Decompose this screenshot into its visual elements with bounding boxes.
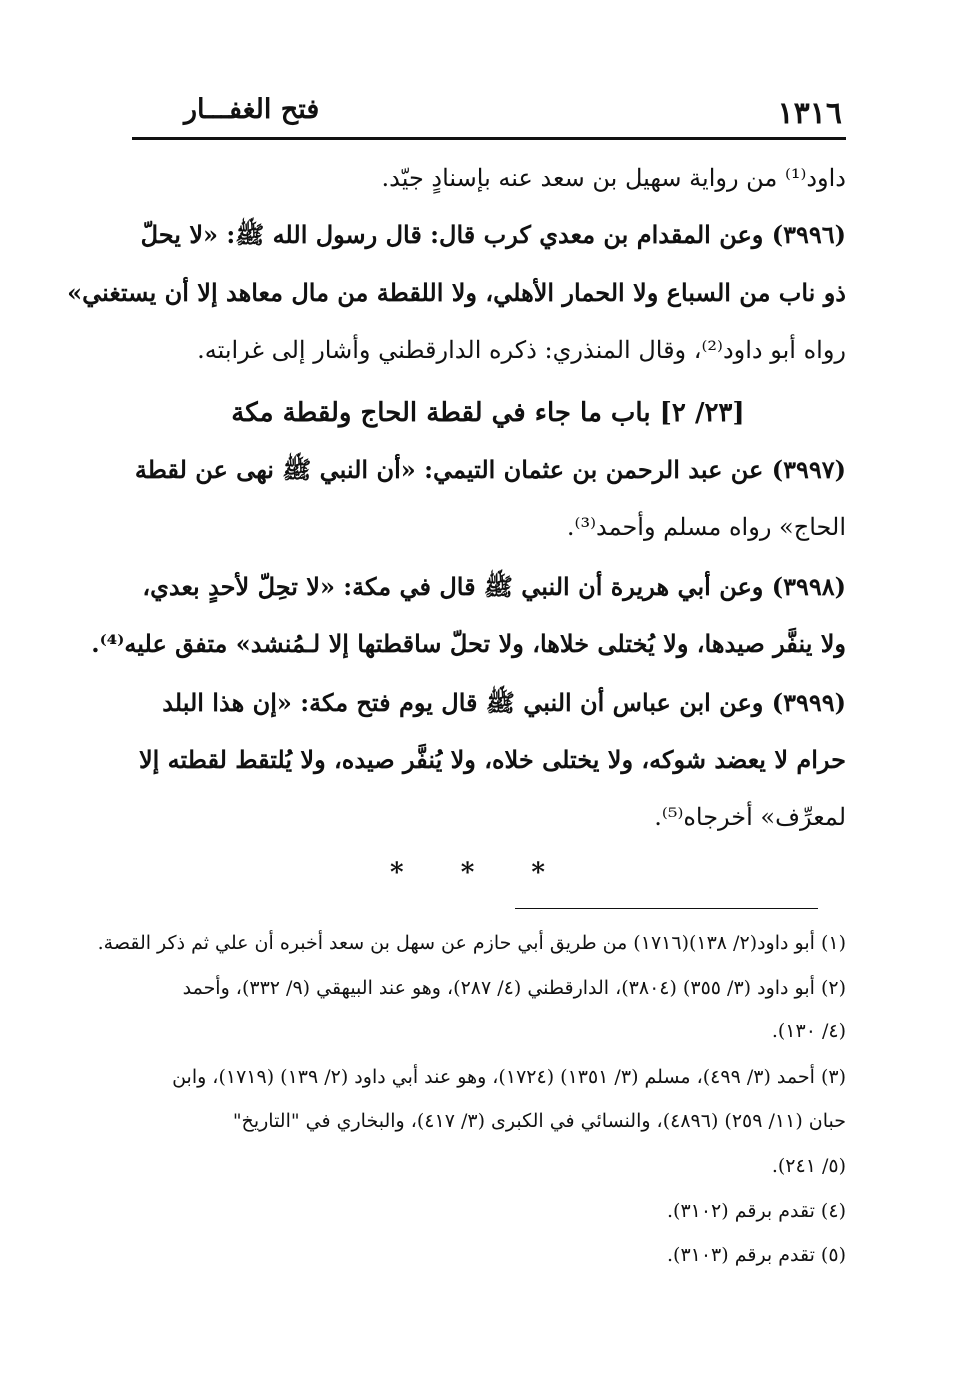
- footnote-1: (١) أبو داود(٢/ ١٣٨)(١٧١٦) من طريق أبي حازم عن سهل بن سعد أخبره أن علي ثم ذكر القصة.: [97, 932, 846, 954]
- footnote-3-line-3: (٥/ ٢٤١).: [771, 1155, 846, 1177]
- footnote-3-line-1: (٣) أحمد (٣/ ٤٩٩)، مسلم (٣/ ١٣٥١) (١٧٢٤)، وهو عند أبي داود (٢/ ١٣٩) (١٧١٩)، وابن: [172, 1066, 846, 1088]
- hadith-3997-line-1: (٣٩٩٧) عن عبد الرحمن بن عثمان التيمي: «أن النبي ﷺ نهى عن لقطة: [134, 455, 846, 484]
- footnote-2-line-1: (٢) أبو داود (٣/ ٣٥٥) (٣٨٠٤)، الدارقطني (٤/ ٢٨٧)، وهو عند البيهقي (٩/ ٣٣٢)، وأحمد: [182, 977, 846, 999]
- footnote-5: (٥) تقدم برقم (٣١٠٣).: [666, 1244, 846, 1266]
- hadith-3999-line-3: لمعرِّف» أخرجاه⁽⁵⁾.: [654, 803, 846, 831]
- footnote-divider: [515, 908, 818, 909]
- footnote-4: (٤) تقدم برقم (٣١٠٢).: [666, 1200, 846, 1222]
- section-separator-stars: * * *: [390, 858, 569, 888]
- header-divider: [132, 137, 846, 140]
- hadith-3999-line-1: (٣٩٩٩) وعن ابن عباس أن النبي ﷺ قال يوم فتح مكة: «إن هذا البلد: [162, 688, 846, 717]
- page-number: ١٣١٦: [777, 96, 842, 131]
- hadith-3996-line-2: ذو ناب من السباع ولا الحمار الأهلي، ولا اللقطة من مال معاهد إلا أن يستغني»: [67, 278, 846, 307]
- footnote-3-line-2: حبان (١١/ ٢٥٩) (٤٨٩٦)، والنسائي في الكبرى (٣/ ٤١٧)، والبخاري في "التاريخ": [232, 1110, 846, 1132]
- footnote-2-line-2: (٤/ ١٣٠).: [771, 1020, 846, 1042]
- hadith-3996-line-3: رواه أبو داود⁽²⁾، وقال المنذري: ذكره الدارقطني وأشار إلى غرابته.: [197, 336, 846, 364]
- continuation-line: داود⁽¹⁾ من رواية سهيل بن سعد عنه بإسنادٍ جيّد.: [381, 164, 846, 192]
- hadith-3998-line-2: ولا ينفَّر صيدها، ولا يُختلى خلاها، ولا تحلّ ساقطتها إلا لـمُنشد» متفق عليه⁽⁴⁾.: [91, 629, 846, 658]
- chapter-heading: [٢٣/ ٢] باب ما جاء في لقطة الحاج ولقطة مكة: [231, 398, 745, 428]
- running-title: فتح الغفـــار: [184, 94, 320, 125]
- hadith-3998-line-1: (٣٩٩٨) وعن أبي هريرة أن النبي ﷺ قال في مكة: «لا تحِلّ لأحدٍ بعدي،: [142, 572, 846, 601]
- page-header: [132, 92, 844, 136]
- hadith-3997-line-2: الحاج» رواه مسلم وأحمد⁽³⁾.: [566, 513, 846, 541]
- hadith-3999-line-2: حرام لا يعضد شوكه، ولا يختلى خلاه، ولا يُنفَّر صيده، ولا يُلتقط لقطته إلا: [138, 745, 846, 774]
- hadith-3996-line-1: (٣٩٩٦) وعن المقدام بن معدي كرب قال: قال رسول الله ﷺ: «لا يحلّ: [140, 220, 846, 249]
